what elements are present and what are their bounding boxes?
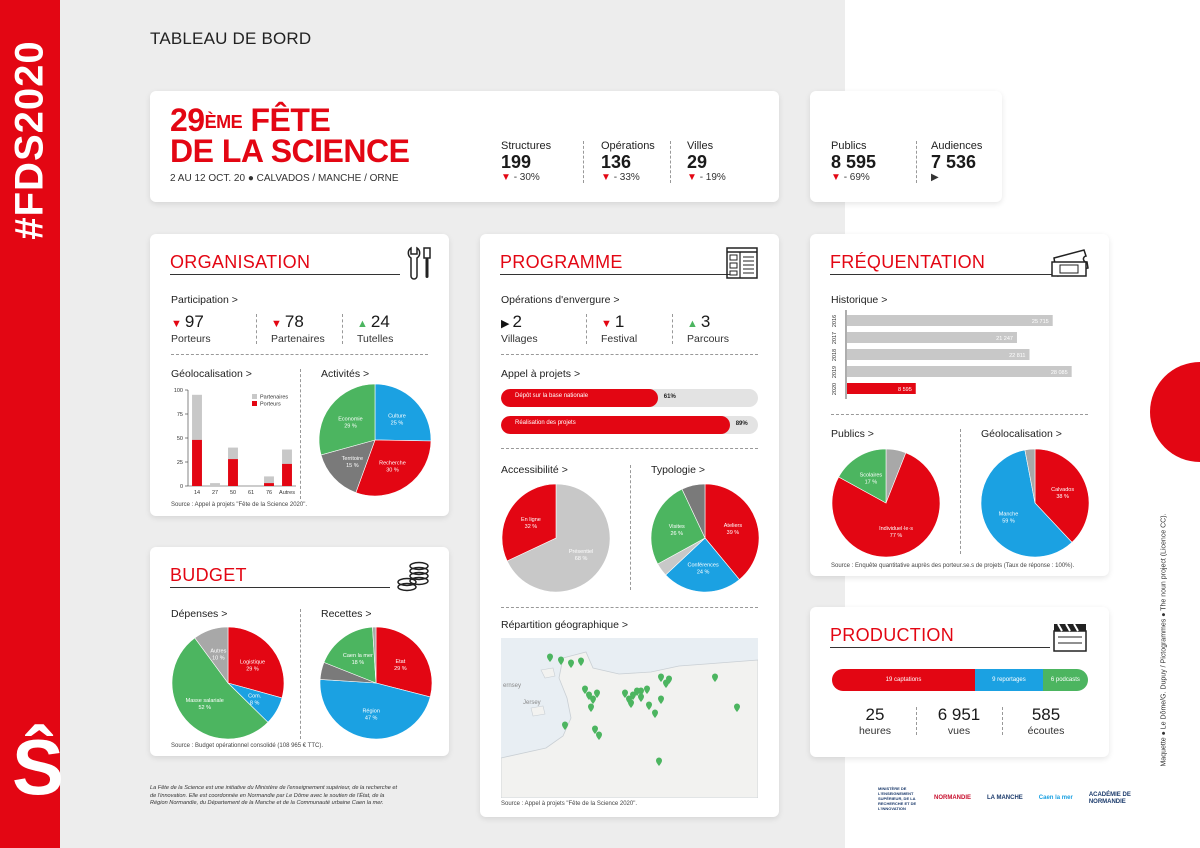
pie-value-label: 32 %: [524, 524, 538, 531]
kpi-tutelles: ▲ 24 Tutelles: [357, 312, 394, 345]
bar-value-label: 22 811: [1009, 353, 1026, 359]
partner-academie: ACADÉMIE DE NORMANDIE: [1088, 791, 1131, 805]
major-operations-label: Opérations d'envergure >: [501, 294, 620, 306]
typologie-pie-chart: [647, 480, 763, 596]
pie-value-label: 29 %: [344, 423, 357, 430]
pie-value-label: 30 %: [386, 467, 399, 474]
down-arrow-icon: ▼: [687, 172, 697, 183]
historique-label: Historique >: [831, 294, 888, 306]
bar-value-label: 28 085: [1050, 370, 1068, 376]
activites-label: Activités >: [321, 368, 370, 380]
pie-value-label: 18 %: [351, 660, 365, 667]
bar-realisation: Réalisation des projets 89%: [501, 416, 758, 434]
typologie-label: Typologie >: [651, 464, 705, 476]
down-arrow-icon: ▼: [501, 172, 511, 183]
budget-card: [150, 547, 449, 756]
pie-label: Recherche: [379, 460, 406, 467]
legend-swatch: [252, 401, 257, 406]
kpi-porteurs: ▼ 97 Porteurs: [171, 312, 211, 345]
bar-porteurs-76: [264, 483, 274, 486]
footer-text: La Fête de la Science est une initiative du Ministère de l'enseignement supérieur, de la recherche et de l'innovation. Elle est coordonnée en Normandie par Le Dôme avec le soutien de l'État, de la Région Normandie, du Département de la Manche et de la Communauté urbaine Caen la mer.: [150, 785, 398, 806]
pie-label: Scolaires: [859, 472, 883, 479]
hashtag: #FDS2020: [7, 40, 52, 240]
recettes-pie-chart: [316, 623, 436, 743]
bar-value-label: 8 595: [897, 387, 912, 393]
page-title: TABLEAU DE BORD: [150, 29, 312, 48]
partner-ministere: MINISTÈRE DE L'ENSEIGNEMENT SUPÉRIEUR, DE LA RECHERCHE ET DE L'INNOVATION: [878, 786, 917, 811]
frequentation-source: Source : Enquête quantitative auprès des porteur.se.s de projets (Taux de réponse : 100%).: [831, 563, 1075, 569]
pie-value-label: 26 %: [670, 530, 684, 537]
y-tick-label: 0: [179, 484, 183, 490]
audience-card: [810, 91, 1002, 202]
bar-porteurs-14: [192, 440, 202, 486]
stat-publics: Publics 8 595 ▼ - 69%: [831, 140, 877, 183]
dome-logo-icon: Ŝ: [12, 723, 65, 811]
partner-logos: [878, 786, 1137, 811]
segment-podcasts: 6 podcasts: [1043, 669, 1088, 691]
publics-pie-chart: [828, 445, 944, 561]
pie-label: Région: [362, 708, 380, 715]
bar-historique-2018: [847, 349, 1029, 360]
year-label: 2017: [832, 331, 838, 345]
freq-geo-label: Géolocalisation >: [981, 428, 1062, 440]
bar-porteurs-50: [228, 459, 238, 486]
x-tick-label: 61: [247, 490, 255, 496]
accessibilite-label: Accessibilité >: [501, 464, 568, 476]
legend-label: Partenaires: [260, 394, 289, 401]
pie-label: Visites: [668, 523, 685, 530]
accessibilite-pie-chart: [498, 480, 614, 596]
pie-value-label: 25 %: [390, 420, 404, 427]
x-tick-label: 14: [193, 490, 201, 496]
programme-card: [480, 234, 779, 817]
hero-card: [150, 91, 779, 202]
pie-label: Conférences: [687, 562, 719, 569]
pie-label: Caen la mer: [342, 653, 373, 660]
freq-geo-pie-chart: [977, 445, 1093, 561]
pie-label: Ateliers: [723, 522, 743, 529]
production-card: [810, 607, 1109, 757]
pie-value-label: 47 %: [364, 715, 378, 722]
pie-label: Com.: [248, 693, 262, 700]
pie-label: Manche: [998, 511, 1019, 518]
bar-historique-2019: [847, 366, 1072, 377]
stat-operations: Opérations 136 ▼ - 33%: [601, 140, 655, 183]
left-strip: [0, 0, 65, 848]
map-label-jersey: Jersey: [523, 700, 541, 706]
pie-value-label: 29 %: [246, 666, 259, 673]
budget-source: Source : Budget opérationnel consolidé (108 965 € TTC).: [171, 743, 323, 749]
frequentation-title: FRÉQUENTATION: [830, 252, 986, 272]
hero-title: 29ÈME FÊTE DE LA SCIENCE: [170, 102, 410, 169]
frequentation-card: [810, 234, 1109, 576]
pie-label: En ligne: [520, 517, 541, 524]
pie-label: Etat: [395, 659, 406, 666]
programme-source: Source : Appel à projets "Fête de la Science 2020".: [501, 801, 638, 807]
y-tick-label: 100: [173, 388, 183, 394]
down-arrow-icon: ▼: [601, 172, 611, 183]
programme-title: PROGRAMME: [500, 252, 623, 272]
partner-caen: Caen la mer: [1038, 795, 1073, 801]
bar-historique-2016: [847, 315, 1053, 326]
kpi-festival: ▼ 1 Festival: [601, 312, 638, 345]
pie-label: Masse salariale: [185, 698, 224, 705]
kpi-ecoutes: 585 écoutes: [1027, 705, 1065, 737]
bar-depot: Dépôt sur la base nationale 61%: [501, 389, 758, 407]
programme-sheet-icon: [725, 246, 759, 280]
depenses-label: Dépenses >: [171, 608, 228, 620]
pie-value-label: 15 %: [346, 462, 359, 469]
partner-manche: LA MANCHE: [987, 795, 1023, 801]
pie-value-label: 52 %: [198, 705, 211, 712]
bar-historique-2017: [847, 332, 1017, 343]
geolocalisation-bar-chart: [166, 384, 301, 502]
budget-title: BUDGET: [170, 565, 247, 585]
stat-audiences: Audiences 7 536 ▶: [931, 140, 983, 183]
right-arrow-icon: ▶: [931, 172, 939, 183]
stat-structures: Structures 199 ▼ - 30%: [501, 140, 552, 183]
pie-label: Présentiel: [568, 548, 594, 555]
ticket-icon: [1050, 246, 1090, 280]
segment-captations: 19 captations: [832, 669, 975, 691]
y-tick-label: 75: [176, 412, 183, 418]
bar-value-label: 25 715: [1031, 319, 1049, 325]
pie-value-label: 68 %: [574, 555, 588, 562]
pie-label: Logistique: [239, 659, 266, 666]
year-label: 2019: [832, 365, 838, 379]
pie-value-label: 59 %: [1002, 518, 1015, 525]
segment-reportages: 9 reportages: [975, 669, 1043, 691]
pie-value-label: 10 %: [212, 655, 225, 662]
bar-porteurs-Autres: [282, 464, 292, 486]
pie-label: Autres: [210, 648, 227, 655]
organisation-source: Source : Appel à projets "Fête de la Science 2020".: [171, 502, 308, 508]
kpi-parcours: ▲ 3 Parcours: [687, 312, 730, 345]
normandy-map: [501, 638, 758, 798]
pie-value-label: 39 %: [726, 529, 740, 536]
x-tick-label: 76: [265, 490, 273, 496]
pie-value-label: 24 %: [696, 569, 710, 576]
depenses-pie-chart: [168, 623, 288, 743]
bar-value-label: 21 247: [996, 336, 1013, 342]
pie-label: Calvados: [1051, 487, 1075, 494]
geolocalisation-label: Géolocalisation >: [171, 368, 252, 380]
organisation-card: [150, 234, 449, 516]
pie-label: Economie: [338, 416, 363, 423]
pie-value-label: 8 %: [249, 700, 260, 707]
tools-icon: [404, 246, 434, 280]
map-label: Répartition géographique >: [501, 619, 628, 631]
map-label-guernsey: ernsey: [503, 683, 522, 689]
call-for-projects-label: Appel à projets >: [501, 368, 581, 380]
y-tick-label: 50: [176, 436, 183, 442]
production-title: PRODUCTION: [830, 625, 954, 645]
y-tick-label: 25: [176, 460, 183, 466]
pie-label: Individuel·le·s: [879, 525, 914, 532]
clapperboard-icon: [1051, 619, 1089, 653]
kpi-vues: 6 951 vues: [937, 705, 981, 737]
pie-label: Culture: [388, 413, 406, 420]
coins-icon: [395, 559, 431, 593]
recettes-label: Recettes >: [321, 608, 372, 620]
production-stacked-bar: [832, 669, 1088, 691]
x-tick-label: 27: [211, 490, 219, 496]
down-arrow-icon: ▼: [831, 172, 841, 183]
x-tick-label: Autres: [279, 490, 295, 496]
year-label: 2018: [832, 348, 838, 362]
partner-normandie: NORMANDIE: [934, 795, 971, 801]
participation-label: Participation >: [171, 294, 238, 306]
stat-villes: Villes 29 ▼ - 19%: [687, 140, 726, 183]
kpi-heures: 25 heures: [858, 705, 892, 737]
year-label: 2020: [832, 382, 838, 396]
publics-label: Publics >: [831, 428, 874, 440]
x-tick-label: 50: [229, 490, 237, 496]
legend-swatch: [252, 394, 257, 399]
legend-label: Porteurs: [260, 401, 281, 408]
credit-text: Maquette ● Le Dôme/G. Dupuy / Pictogrammes ● The noun project (Licence CC).: [1160, 513, 1168, 767]
pie-value-label: 38 %: [1056, 494, 1069, 501]
pie-value-label: 77 %: [889, 532, 903, 539]
pie-value-label: 17 %: [864, 479, 878, 486]
kpi-partenaires: ▼ 78 Partenaires: [271, 312, 325, 345]
pie-label: Territoire: [341, 455, 364, 462]
hero-subtitle: 2 AU 12 OCT. 20 ● CALVADOS / MANCHE / ORNE: [170, 173, 399, 184]
bar-partenaires-27: [210, 483, 220, 486]
organisation-title: ORGANISATION: [170, 252, 311, 272]
activites-pie-chart: [315, 380, 435, 500]
historique-bar-chart: [828, 310, 1094, 402]
pie-value-label: 29 %: [394, 666, 407, 673]
year-label: 2016: [832, 314, 838, 328]
kpi-villages: ▶ 2 Villages: [501, 312, 538, 345]
